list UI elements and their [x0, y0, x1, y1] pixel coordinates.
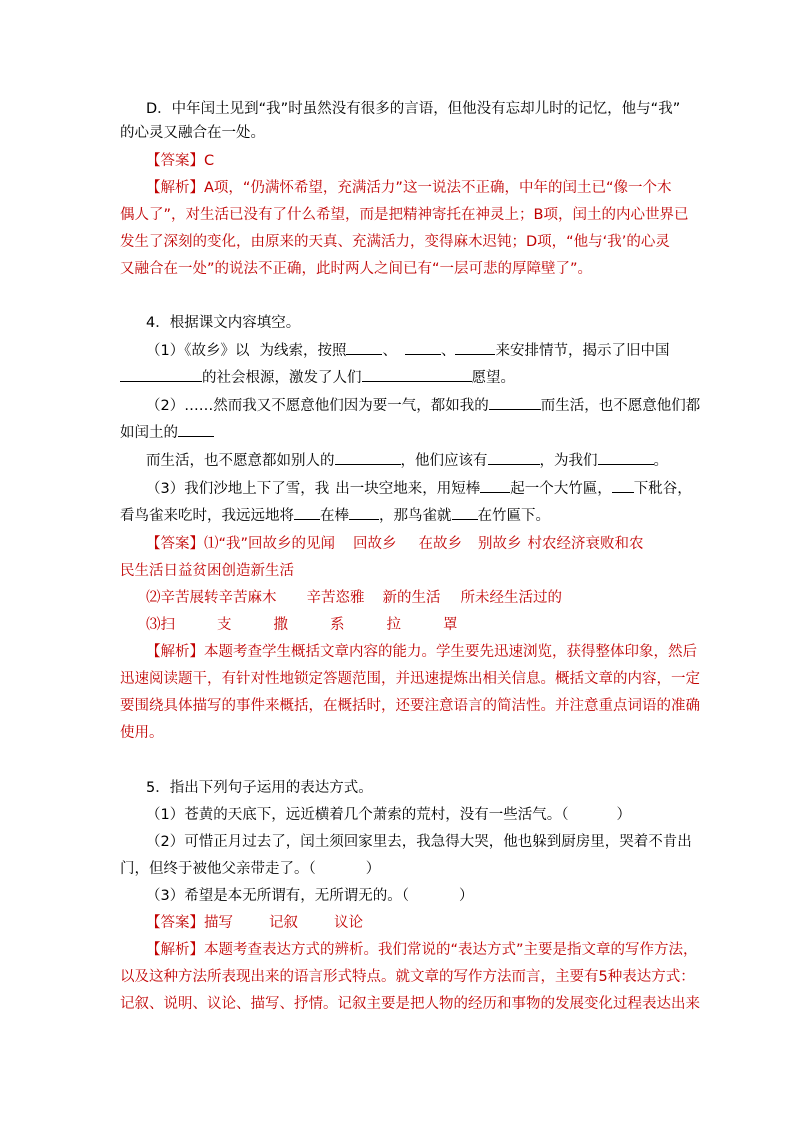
q5-analysis-line2: 以及这种方法所表现出来的语言形式特点。就文章的写作方法而言，主要有5种表达方式：	[120, 969, 695, 985]
analysis-tag: 【解析】	[146, 942, 204, 958]
q4-p3-text-e: 看鸟雀来吃时，我远远地将	[120, 508, 294, 524]
q4-p2-text-e: ，他们应该有	[400, 453, 488, 469]
q4-part2-line1	[146, 395, 700, 417]
q4-p1-text-c: 、	[382, 343, 397, 359]
q4-ans1-label: ⑴	[204, 536, 219, 552]
q4-p1-text-e: 来安排情节，揭示了旧中国	[495, 343, 670, 359]
q4-p3-text-a: （3）我们沙地上下了雪，我	[146, 481, 330, 497]
answer-tag: 【答案】	[146, 915, 204, 931]
q4-answer-line4	[146, 614, 458, 636]
blank	[488, 450, 540, 465]
q5-s2-paren: ）	[365, 861, 381, 877]
q4-part1-line2	[120, 367, 515, 389]
q3-analysis-line4: 又融合在一处”的说法不正确，此时两人之间已有“一层可悲的厚障壁了”。	[120, 261, 593, 277]
q4-stem: 4．根据课文内容填空。	[146, 315, 301, 331]
q4-answer-line3	[146, 587, 562, 609]
q4-p2-text-c: 如闰土的	[120, 425, 178, 441]
blank	[362, 367, 472, 382]
q5-s1-paren: ）	[616, 807, 631, 823]
q4-ans2-d: 所未经生活过的	[460, 590, 562, 606]
q3-analysis-line2: 偶人了”，对生活已没有了什么希望，而是把精神寄托在神灵上；B项，闰土的内心世界已	[120, 207, 689, 223]
q4-ans2-label: ⑵	[146, 590, 161, 606]
q4-p3-text-d: 下秕谷，	[633, 481, 692, 497]
blank	[405, 340, 441, 355]
blank	[612, 478, 634, 493]
q4-ans2-c: 新的生活	[382, 590, 441, 606]
q5-analysis-line1	[146, 939, 698, 961]
q4-ans1-b: 回故乡	[353, 536, 397, 552]
analysis-tag: 【解析】	[146, 644, 204, 660]
blank	[335, 450, 401, 465]
q4-ans3-e: 拉	[386, 617, 401, 633]
q4-ans2-a: 辛苦展转辛苦麻木	[160, 590, 277, 606]
q4-ans3-d: 系	[330, 617, 345, 633]
q5-ans-b: 记叙	[269, 915, 298, 931]
q5-s1-text: （1）苍黄的天底下，远近横着几个萧索的荒村，没有一些活气。（	[146, 807, 569, 823]
q4-ans3-a: 扫	[160, 617, 175, 633]
q4-analysis-text-1: 本题考查学生概括文章内容的能力。学生要先迅速浏览，获得整体印象，然后	[204, 644, 697, 660]
q4-p2-text-f: ，为我们	[539, 453, 598, 469]
q4-p1-text-f: 的社会根源，激发了人们	[202, 370, 362, 386]
q4-p3-text-h: 在竹匾下。	[477, 508, 550, 524]
q4-ans2-b: 辛苦恣雅	[306, 590, 365, 606]
q5-s2-text: 门，但终于被他父亲带走了。（	[120, 861, 316, 877]
q4-p3-text-f: 在棒	[320, 508, 349, 524]
q4-analysis-line1	[146, 641, 697, 663]
q5-answer-line	[146, 912, 363, 934]
q3-option-d-text-2: 的心灵又融合在一处。	[120, 125, 265, 141]
q4-ans1-a: “我”回故乡的见闻	[218, 536, 336, 552]
q4-part2-line2	[120, 422, 214, 444]
q4-analysis-line4: 使用。	[120, 725, 164, 741]
q4-ans1-d: 别故乡	[478, 536, 522, 552]
q4-p1-text-g: 愿望。	[471, 370, 515, 386]
q5-stem: 5．指出下列句子运用的表达方式。	[146, 780, 373, 796]
q4-p2-text-b: 而生活，也不愿意他们都	[540, 398, 701, 414]
q4-p2-text-g: 。	[653, 453, 668, 469]
q4-analysis-line3: 要围绕具体描写的事件来概括，在概括时，还要注意语言的简洁性。并注意重点词语的准确	[120, 698, 700, 714]
q5-s3-paren: ）	[458, 888, 474, 904]
blank	[120, 367, 202, 382]
q4-part2-line3	[146, 450, 668, 472]
q4-p2-text-d: 而生活，也不愿意都如别人的	[146, 453, 335, 469]
answer-tag: 【答案】	[146, 536, 204, 552]
blank	[349, 505, 379, 520]
blank	[455, 340, 495, 355]
q4-ans3-label: ⑶	[146, 617, 161, 633]
q4-p1-text-b: 为线索，按照	[259, 343, 347, 359]
q3-answer-line	[146, 150, 214, 172]
q5-analysis-line3: 记叙、说明、议论、描写、抒情。记叙主要是把人物的经历和事物的发展变化过程表达出来	[120, 996, 700, 1012]
q5-sentence2-line1: （2）可惜正月过去了，闰土须回家里去，我急得大哭，他也躲到厨房里，哭着不肯出	[146, 834, 692, 850]
q4-part3-line2	[120, 505, 550, 527]
q4-ans1-e: 村农经济衰败和农	[527, 536, 644, 552]
q3-analysis-text-1: A项，“仍满怀希望，充满活力”这一说法不正确，中年的闰土已“像一个木	[204, 180, 672, 196]
q4-part3-line1	[146, 478, 692, 500]
q4-p3-text-g: ，那鸟雀就	[379, 508, 452, 524]
blank	[598, 450, 654, 465]
q3-option-d-text: D．中年闰土见到“我”时虽然没有很多的言语，但他没有忘却儿时的记忆，他与“我”	[146, 101, 681, 117]
q5-sentence2-line2	[120, 858, 380, 880]
q3-analysis-line3: 发生了深刻的变化，由原来的天真、充满活力，变得麻木迟钝；D项，“他与‘我’的心灵	[120, 234, 670, 250]
q4-part1-line1	[146, 340, 669, 362]
q5-ans-a: 描写	[204, 915, 233, 931]
q4-ans3-f: 罩	[443, 617, 458, 633]
blank	[346, 340, 382, 355]
blank	[452, 505, 478, 520]
q4-p3-text-c: 起一个大竹匾，	[510, 481, 612, 497]
analysis-tag: 【解析】	[146, 180, 204, 196]
blank	[178, 422, 214, 437]
q5-sentence1	[146, 804, 631, 826]
q3-analysis-line1	[146, 177, 671, 199]
q4-answer-line2: 民生活日益贫困创造新生活	[120, 563, 294, 579]
q4-p1-text-a: （1）《故乡》以	[146, 343, 250, 359]
q5-ans-c: 议论	[334, 915, 363, 931]
q4-p3-text-b: 出一块空地来，用短棒	[335, 481, 481, 497]
q3-option-d-line2	[120, 122, 265, 144]
q5-sentence3	[146, 885, 473, 907]
blank	[294, 505, 320, 520]
q4-p1-text-d: 、	[440, 343, 456, 359]
q4-p2-text-a: （2）……然而我又不愿意他们因为要一气，都如我的	[146, 398, 489, 414]
q3-option-d-line1	[146, 98, 680, 120]
q5-analysis-text-1: 本题考查表达方式的辨析。我们常说的“表达方式”主要是指文章的写作方法，	[204, 942, 698, 958]
blank	[480, 478, 510, 493]
answer-tag: 【答案】	[146, 153, 204, 169]
q5-s3-text: （3）希望是本无所谓有，无所谓无的。（	[146, 888, 409, 904]
q4-ans3-c: 撒	[273, 617, 288, 633]
q4-analysis-line2: 迅速阅读题干，有针对性地锁定答题范围，并迅速提炼出相关信息。概括文章的内容，一定	[120, 671, 700, 687]
q4-ans3-b: 支	[217, 617, 232, 633]
q4-answer-line1	[146, 533, 644, 555]
q3-answer: C	[204, 153, 215, 169]
q4-ans1-c: 在故乡	[418, 536, 463, 552]
blank	[489, 395, 541, 410]
